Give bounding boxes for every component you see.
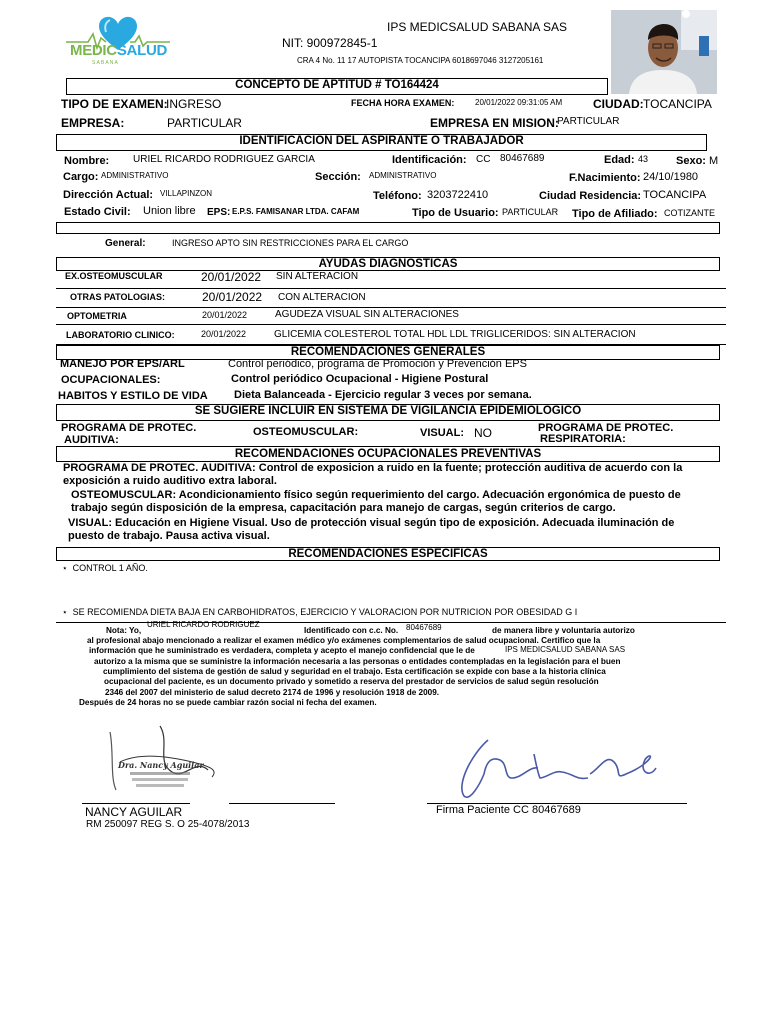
nacimiento-label: F.Nacimiento: xyxy=(569,172,641,184)
generales-label-2: OCUPACIONALES: xyxy=(61,374,161,386)
especificas-section-title: RECOMENDACIONES ESPECIFICAS xyxy=(288,548,488,560)
company-name: IPS MEDICSALUD SABANA SAS xyxy=(387,20,568,34)
direccion-label: Dirección Actual: xyxy=(63,189,154,201)
nota-line-2: al profesional abajo mencionado a realizar el examen médico y/o exámenes complementarios de salud ocupacional. Certifico que la xyxy=(87,636,601,645)
doctor-signature-line xyxy=(82,803,190,804)
logo-subtitle: S A B A N A xyxy=(92,60,118,66)
cargo-value: ADMINISTRATIVO xyxy=(101,171,169,180)
empresa-label: EMPRESA: xyxy=(61,116,125,130)
company-nit: NIT: 900972845-1 xyxy=(282,36,378,50)
vigilancia-resp-label-2: RESPIRATORIA: xyxy=(540,433,626,445)
residencia-value: TOCANCIPA xyxy=(643,189,707,201)
ayudas-divider xyxy=(56,324,726,325)
preventiva-visual: VISUAL: Educación en Higiene Visual. Uso de protección visual según tipo de exposición. Adecuada iluminación de puesto de trabajo. Pausa activa visual. xyxy=(68,517,675,542)
nota-line-7: 2346 del 2007 del ministerio de salud decreto 2174 de 1996 y resolución 1918 de 2009. xyxy=(105,688,440,697)
edad-value: 43 xyxy=(638,154,649,164)
nombre-value: URIEL RICARDO RODRIGUEZ GARCIA xyxy=(133,154,315,165)
ayuda-label: EX.OSTEOMUSCULAR xyxy=(65,271,163,281)
ayuda-date: 20/01/2022 xyxy=(202,310,248,320)
sexo-label: Sexo: xyxy=(676,155,706,167)
estado-civil-value: Union libre xyxy=(143,205,196,217)
generales-label-1: MANEJO POR EPS/ARL xyxy=(60,358,185,370)
ciudad-label: CIUDAD: xyxy=(593,97,644,111)
identificacion-label: Identificación: xyxy=(392,154,467,166)
aspirante-section-header xyxy=(56,134,707,151)
preventivas-section-title: RECOMENDACIONES OCUPACIONALES PREVENTIVAS xyxy=(234,448,542,460)
aspirante-section-title: IDENTIFICACION DEL ASPIRANTE O TRABAJADOR xyxy=(239,135,524,147)
especifica-item-text: CONTROL 1 AÑO. xyxy=(72,563,148,573)
nota-line-6: ocupacional del paciente, es un documento privado y sometido a reserva del prestador de servicios de salud según resolución xyxy=(104,677,599,686)
doctor-stamp-name: Dra. Nancy Aguilar xyxy=(118,760,204,770)
tipo-usuario-label: Tipo de Usuario: xyxy=(412,207,499,219)
spacer-box xyxy=(56,222,720,234)
nota-yo-name: URIEL RICARDO RODRIGUEZ xyxy=(147,620,260,629)
sexo-value: M xyxy=(709,155,719,167)
tipo-examen-label: TIPO DE EXAMEN: xyxy=(61,97,168,111)
ayuda-result: SIN ALTERACION xyxy=(276,271,359,282)
generales-value-3: Dieta Balanceada - Ejercicio regular 3 veces por semana. xyxy=(234,389,532,401)
cargo-label: Cargo: xyxy=(63,171,99,183)
ayudas-divider xyxy=(56,288,726,289)
nota-voluntaria: de manera libre y voluntaria autorizo xyxy=(492,626,635,635)
ayuda-date: 20/01/2022 xyxy=(201,270,262,284)
ayuda-date: 20/01/2022 xyxy=(202,290,263,304)
telefono-label: Teléfono: xyxy=(373,190,422,202)
empresa-value: PARTICULAR xyxy=(167,116,242,130)
fecha-label: FECHA HORA EXAMEN: xyxy=(351,98,455,108)
empresa-mision-label: EMPRESA EN MISION: xyxy=(430,116,559,130)
residencia-label: Ciudad Residencia: xyxy=(539,190,642,202)
estado-civil-label: Estado Civil: xyxy=(64,206,131,218)
ayudas-section-title: AYUDAS DIAGNOSTICAS xyxy=(318,258,458,270)
especificas-section-header xyxy=(56,547,720,561)
edad-label: Edad: xyxy=(604,154,635,166)
seccion-value: ADMINISTRATIVO xyxy=(369,171,437,180)
especifica-item: ⋆ CONTROL 1 AÑO. xyxy=(62,563,148,573)
concept-title-text: CONCEPTO DE APTITUD # TO164424 xyxy=(235,79,439,91)
ayuda-result: GLICEMIA COLESTEROL TOTAL HDL LDL TRIGLICERIDOS: SIN ALTERACION xyxy=(274,329,636,340)
vigilancia-osteo-label: OSTEOMUSCULAR: xyxy=(253,426,359,438)
nacimiento-value: 24/10/1980 xyxy=(643,171,699,183)
logo-salud-text: SALUD xyxy=(116,42,168,59)
nota-line-3b: IPS MEDICSALUD SABANA SAS xyxy=(505,645,626,654)
nota-id-number: 80467689 xyxy=(406,623,442,632)
generales-value-1: Control periódico, programa de Promoción y Prevención EPS xyxy=(228,358,527,370)
identificacion-value: 80467689 xyxy=(500,153,545,164)
generales-value-2: Control periódico Ocupacional - Higiene Postural xyxy=(231,373,489,385)
vigilancia-visual-value: NO xyxy=(474,426,492,440)
generales-section-title: RECOMENDACIONES GENERALES xyxy=(290,346,486,358)
concept-title xyxy=(66,78,608,95)
ciudad-value: TOCANCIPA xyxy=(643,97,712,111)
especifica-item: ⋆ SE RECOMIENDA DIETA BAJA EN CARBOHIDRATOS, EJERCICIO Y VALORACION POR NUTRICION POR OBESIDAD G I xyxy=(62,607,578,617)
eps-label: EPS: xyxy=(207,207,231,218)
vigilancia-visual-label: VISUAL: xyxy=(420,427,464,439)
preventiva-osteomuscular: OSTEOMUSCULAR: Acondicionamiento físico según requerimiento del cargo. Adecuación ergonómica de puesto de trabajo según disposición de la empresa, capacitación para manejo de cargas, según criterios de cargo. xyxy=(71,489,681,514)
fecha-value: 20/01/2022 09:31:05 AM xyxy=(475,98,563,107)
vigilancia-auditiva-label-2: AUDITIVA: xyxy=(64,434,119,446)
general-value: INGRESO APTO SIN RESTRICCIONES PARA EL CARGO xyxy=(172,238,409,248)
tipo-examen-value: INGRESO xyxy=(166,97,222,111)
tipo-afiliado-label: Tipo de Afiliado: xyxy=(572,208,658,220)
ayuda-label: OTRAS PATOLOGIAS: xyxy=(70,292,166,302)
company-address: CRA 4 No. 11 17 AUTOPISTA TOCANCIPA 6018697046 3127205161 xyxy=(297,56,544,65)
direccion-value: VILLAPINZON xyxy=(160,189,213,198)
nota-line-5: cumplimiento del sistema de gestión de salud y seguridad en el trabajo. Esta certificación se expide con base a la historia clínica xyxy=(103,667,606,676)
ayuda-label: LABORATORIO CLINICO: xyxy=(66,330,175,340)
patient-signature xyxy=(450,734,660,802)
vigilancia-auditiva-label-1: PROGRAMA DE PROTEC. xyxy=(61,422,197,434)
vigilancia-section-title: SE SUGIERE INCLUIR EN SISTEMA DE VIGILANCIA EPIDEMIOLOGICO xyxy=(194,405,582,417)
patient-signature-label: Firma Paciente CC 80467689 xyxy=(436,804,581,816)
telefono-value: 3203722410 xyxy=(427,189,489,201)
preventiva-auditiva: PROGRAMA DE PROTEC. AUDITIVA: Control de exposicion a ruido en la fuente; protección auditiva de acuerdo con la exposición a ruido auditivo extra laboral. xyxy=(63,462,683,487)
doctor-registro: RM 250097 REG S. O 25-4078/2013 xyxy=(86,819,250,830)
nota-line-3a: información que he suministrado es verdadera, completa y acepto el manejo confidencial que le de xyxy=(89,646,475,655)
nota-line-8: Después de 24 horas no se puede cambiar razón social ni fecha del examen. xyxy=(79,698,377,707)
ayuda-result: CON ALTERACION xyxy=(278,292,366,303)
company-logo xyxy=(66,14,170,70)
seccion-label: Sección: xyxy=(315,171,361,183)
identificacion-type: CC xyxy=(476,154,491,165)
ayudas-section-header xyxy=(56,257,720,271)
especifica-item-text: SE RECOMIENDA DIETA BAJA EN CARBOHIDRATOS, EJERCICIO Y VALORACION POR NUTRICION POR OBESIDAD G I xyxy=(72,607,578,617)
general-label: General: xyxy=(105,238,146,249)
doctor-signature-line-2 xyxy=(229,803,335,804)
nombre-label: Nombre: xyxy=(64,155,110,167)
eps-value: E.P.S. FAMISANAR LTDA. CAFAM xyxy=(232,207,360,216)
nota-identificado: Identificado con c.c. No. xyxy=(304,626,399,635)
generales-label-3: HABITOS Y ESTILO DE VIDA xyxy=(58,390,208,402)
ayuda-date: 20/01/2022 xyxy=(201,329,247,339)
logo-medic-text: MEDIC xyxy=(70,42,117,59)
ayudas-divider xyxy=(56,307,726,308)
nota-yo-label: Nota: Yo, xyxy=(106,626,142,635)
doctor-stamp-signature xyxy=(100,722,230,802)
preventivas-section-header xyxy=(56,446,720,462)
vigilancia-section-header xyxy=(56,404,720,421)
nota-line-4: autorizo a la misma que se suministre la información necesaria a las personas o entidades contempladas en la legislación para el buen xyxy=(94,657,621,666)
doctor-name: NANCY AGUILAR xyxy=(85,805,183,819)
tipo-afiliado-value: COTIZANTE xyxy=(664,208,715,218)
ayuda-result: AGUDEZA VISUAL SIN ALTERACIONES xyxy=(275,309,459,320)
tipo-usuario-value: PARTICULAR xyxy=(502,207,559,217)
ayuda-label: OPTOMETRIA xyxy=(67,311,127,321)
empresa-mision-value: PARTICULAR xyxy=(557,116,620,127)
patient-photo xyxy=(611,10,717,94)
vigilancia-resp-label-1: PROGRAMA DE PROTEC. xyxy=(538,422,674,434)
